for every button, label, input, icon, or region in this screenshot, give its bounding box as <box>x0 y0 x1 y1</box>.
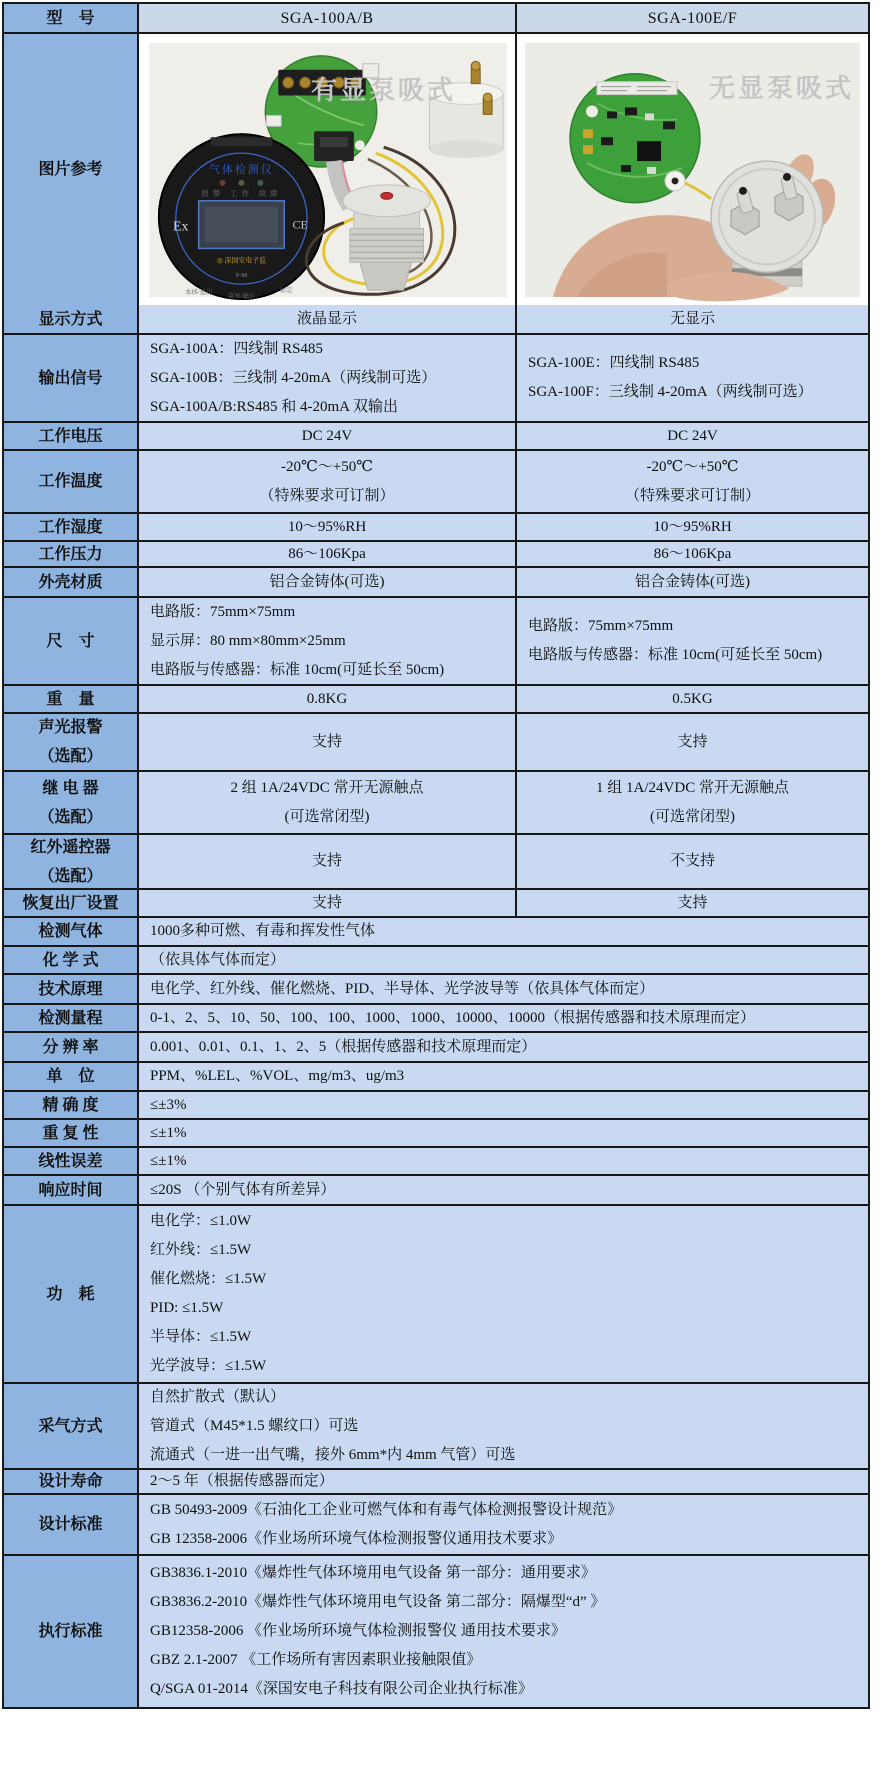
spec-row-factory-reset <box>4 888 868 916</box>
spec-row-working-temperature <box>4 449 868 512</box>
output-signal-value-2: SGA-100E：四线制 RS485 SGA-100F：三线制 4-20mA（两线制可选） <box>515 335 868 421</box>
spec-row-relay <box>4 770 868 833</box>
working-temperature-value-1: -20℃～+50℃ （特殊要求可订制） <box>137 451 515 512</box>
linearity-error-value: ≤±1% <box>137 1148 868 1174</box>
spec-row-linearity-error <box>4 1146 868 1174</box>
svg-text:◎ 深国安电子监: ◎ 深国安电子监 <box>216 256 267 265</box>
svg-text:气体检测仪: 气体检测仪 <box>209 163 274 176</box>
sound-light-alarm-label: 声光报警 （选配） <box>4 714 137 770</box>
detect-gas-label: 检测气体 <box>4 918 137 945</box>
spec-row-working-voltage <box>4 421 868 449</box>
accuracy-label: 精 确 度 <box>4 1092 137 1118</box>
repeatability-value: ≤±1% <box>137 1120 868 1146</box>
resolution-value: 0.001、0.01、0.1、1、2、5（根据传感器和技术原理而定） <box>137 1033 868 1061</box>
working-pressure-value-1: 86～106Kpa <box>137 542 515 566</box>
svg-text:CE: CE <box>292 217 308 232</box>
photos-label <box>4 34 137 305</box>
spec-row-repeatability <box>4 1118 868 1146</box>
detect-range-value: 0-1、2、5、10、50、100、100、1000、1000、10000、10000（根据传感器和技术原理而定） <box>137 1005 868 1031</box>
detect-gas-value: 1000多种可燃、有毒和挥发性气体 <box>137 918 868 945</box>
dimensions-label: 尺 寸 <box>4 598 137 684</box>
execution-standard-label: 执行标准 <box>4 1556 137 1707</box>
watermark-no-display: 无显泵吸式 <box>708 74 854 103</box>
spec-row-model <box>4 4 868 32</box>
spec-row-chemical-formula <box>4 945 868 973</box>
design-life-value: 2～5 年（根据传感器而定） <box>137 1470 868 1493</box>
working-humidity-label: 工作湿度 <box>4 514 137 540</box>
model-e-text: SGA-100E/F <box>647 9 738 27</box>
svg-text:报警 工作 故障: 报警 工作 故障 <box>201 188 282 198</box>
spec-row-detect-range <box>4 1003 868 1031</box>
design-life-label: 设计寿命 <box>4 1470 137 1493</box>
spec-row-working-pressure <box>4 540 868 566</box>
dimensions-value-1: 电路版：75mm×75mm 显示屏：80 mm×80mm×25mm 电路版与传感器：标准 10cm(可延长至 50cm) <box>137 598 515 684</box>
spec-row-power-consumption <box>4 1204 868 1382</box>
response-time-value: ≤20S （个别气体有所差异） <box>137 1176 868 1204</box>
watermark-with-display: 有显泵吸式 <box>311 76 457 105</box>
design-standard-value: GB 50493-2009《石油化工企业可燃气体和有毒气体检测报警设计规范》 GB 12358-2006《作业场所环境气体检测报警仪通用技术要求》 <box>137 1495 868 1554</box>
spec-row-design-standard <box>4 1493 868 1554</box>
photo-sga-100ef <box>515 34 868 305</box>
svg-text:标定: 标定 <box>279 287 293 295</box>
spec-row-shell-material <box>4 566 868 596</box>
model-a-text: SGA-100A/B <box>280 9 374 27</box>
spec-row-sound-light-alarm <box>4 712 868 770</box>
response-time-label: 响应时间 <box>4 1176 137 1204</box>
power-consumption-value: 电化学：≤1.0W 红外线：≤1.5W 催化燃烧：≤1.5W PID: ≤1.5W 半导体：≤1.5W 光学波导：≤1.5W <box>137 1206 868 1382</box>
working-voltage-value-2: DC 24V <box>515 423 868 449</box>
power-consumption-label: 功 耗 <box>4 1206 137 1382</box>
output-signal-label: 输出信号 <box>4 335 137 421</box>
svg-text:本移/退出: 本移/退出 <box>184 289 213 297</box>
shell-material-value-1: 铝合金铸体(可选) <box>137 568 515 596</box>
resolution-label: 分 辨 率 <box>4 1033 137 1061</box>
ir-remote-value-2: 不支持 <box>515 835 868 888</box>
display-mode-label: 显示方式 <box>4 305 137 333</box>
spec-row-unit <box>4 1061 868 1090</box>
display-mode-value-2: 无显示 <box>515 305 868 333</box>
spec-row-detect-gas <box>4 916 868 945</box>
model-e-header <box>515 4 868 32</box>
gas-detector-display <box>158 133 325 300</box>
spec-row-working-humidity <box>4 512 868 540</box>
unit-value: PPM、%LEL、%VOL、mg/m3、ug/m3 <box>137 1063 868 1090</box>
weight-value-1: 0.8KG <box>137 686 515 712</box>
output-signal-value-1: SGA-100A：四线制 RS485 SGA-100B：三线制 4-20mA（两线制可选） SGA-100A/B:RS485 和 4-20mA 双输出 <box>137 335 515 421</box>
weight-value-2: 0.5KG <box>515 686 868 712</box>
factory-reset-value-2: 支持 <box>515 890 868 916</box>
spec-row-response-time <box>4 1174 868 1204</box>
spec-row-sampling-mode <box>4 1382 868 1468</box>
spec-row-ir-remote <box>4 833 868 888</box>
detect-range-label: 检测量程 <box>4 1005 137 1031</box>
spec-row-dimensions <box>4 596 868 684</box>
shell-material-value-2: 铝合金铸体(可选) <box>515 568 868 596</box>
photo-sga-100ab <box>137 34 515 305</box>
relay-value-1: 2 组 1A/24VDC 常开无源触点 (可选常闭型) <box>137 772 515 833</box>
working-humidity-value-1: 10～95%RH <box>137 514 515 540</box>
sampling-mode-label: 采气方式 <box>4 1384 137 1468</box>
sound-light-alarm-value-1: 支持 <box>137 714 515 770</box>
svg-text:Ex: Ex <box>173 219 189 235</box>
ir-remote-label: 红外遥控器 （选配） <box>4 835 137 888</box>
accuracy-value: ≤±3% <box>137 1092 868 1118</box>
weight-label: 重 量 <box>4 686 137 712</box>
chemical-formula-value: （依具体气体而定） <box>137 947 868 973</box>
chemical-formula-label: 化 学 式 <box>4 947 137 973</box>
dimensions-value-2: 电路版：75mm×75mm 电路版与传感器：标准 10cm(可延长至 50cm) <box>515 598 868 684</box>
execution-standard-value: GB3836.1-2010《爆炸性气体环境用电气设备 第一部分：通用要求》 GB3836.2-2010《爆炸性气体环境用电气设备 第二部分：隔爆型“d” 》 GB12358-2006 《作业场所环境气体检测报警仪 通用技术要求》 GBZ 2.1-2007 《工作场所有害因素职业接触限值》 Q/SGA 01-2014《深国安电子科技有限公司企业执行标准》 <box>137 1556 868 1707</box>
sound-light-alarm-value-2: 支持 <box>515 714 868 770</box>
sampling-mode-value: 自然扩散式（默认） 管道式（M45*1.5 螺纹口）可选 流通式（一进一出气嘴，接外 6mm*内 4mm 气管）可选 <box>137 1384 868 1468</box>
svg-text:菜单/确认: 菜单/确认 <box>227 293 256 301</box>
model-label <box>4 4 137 32</box>
display-mode-value-1: 液晶显示 <box>137 305 515 333</box>
spec-row-accuracy <box>4 1090 868 1118</box>
relay-label: 继 电 器 （选配） <box>4 772 137 833</box>
ir-remote-value-1: 支持 <box>137 835 515 888</box>
unit-label: 单 位 <box>4 1063 137 1090</box>
working-pressure-label: 工作压力 <box>4 542 137 566</box>
model-label-text: 型 号 <box>46 9 95 27</box>
svg-text:P-M: P-M <box>235 272 248 280</box>
relay-value-2: 1 组 1A/24VDC 常开无源触点 (可选常闭型) <box>515 772 868 833</box>
factory-reset-label: 恢复出厂设置 <box>4 890 137 916</box>
design-standard-label: 设计标准 <box>4 1495 137 1554</box>
working-temperature-label: 工作温度 <box>4 451 137 512</box>
photos-label-text: 图片参考 <box>38 161 103 178</box>
shell-material-label: 外壳材质 <box>4 568 137 596</box>
working-voltage-label: 工作电压 <box>4 423 137 449</box>
spec-row-technology <box>4 973 868 1003</box>
spec-row-execution-standard <box>4 1554 868 1707</box>
spec-row-weight <box>4 684 868 712</box>
working-pressure-value-2: 86～106Kpa <box>515 542 868 566</box>
technology-value: 电化学、红外线、催化燃烧、PID、半导体、光学波导等（依具体气体而定） <box>137 975 868 1003</box>
spec-row-display-mode <box>4 305 868 333</box>
spec-row-output-signal <box>4 333 868 421</box>
repeatability-label: 重 复 性 <box>4 1120 137 1146</box>
spec-row-design-life <box>4 1468 868 1493</box>
working-temperature-value-2: -20℃～+50℃ （特殊要求可订制） <box>515 451 868 512</box>
spec-row-resolution <box>4 1031 868 1061</box>
working-voltage-value-1: DC 24V <box>137 423 515 449</box>
model-a-header <box>137 4 515 32</box>
working-humidity-value-2: 10～95%RH <box>515 514 868 540</box>
spec-table <box>2 2 870 1709</box>
technology-label: 技术原理 <box>4 975 137 1003</box>
spec-row-photos <box>4 32 868 305</box>
linearity-error-label: 线性误差 <box>4 1148 137 1174</box>
factory-reset-value-1: 支持 <box>137 890 515 916</box>
